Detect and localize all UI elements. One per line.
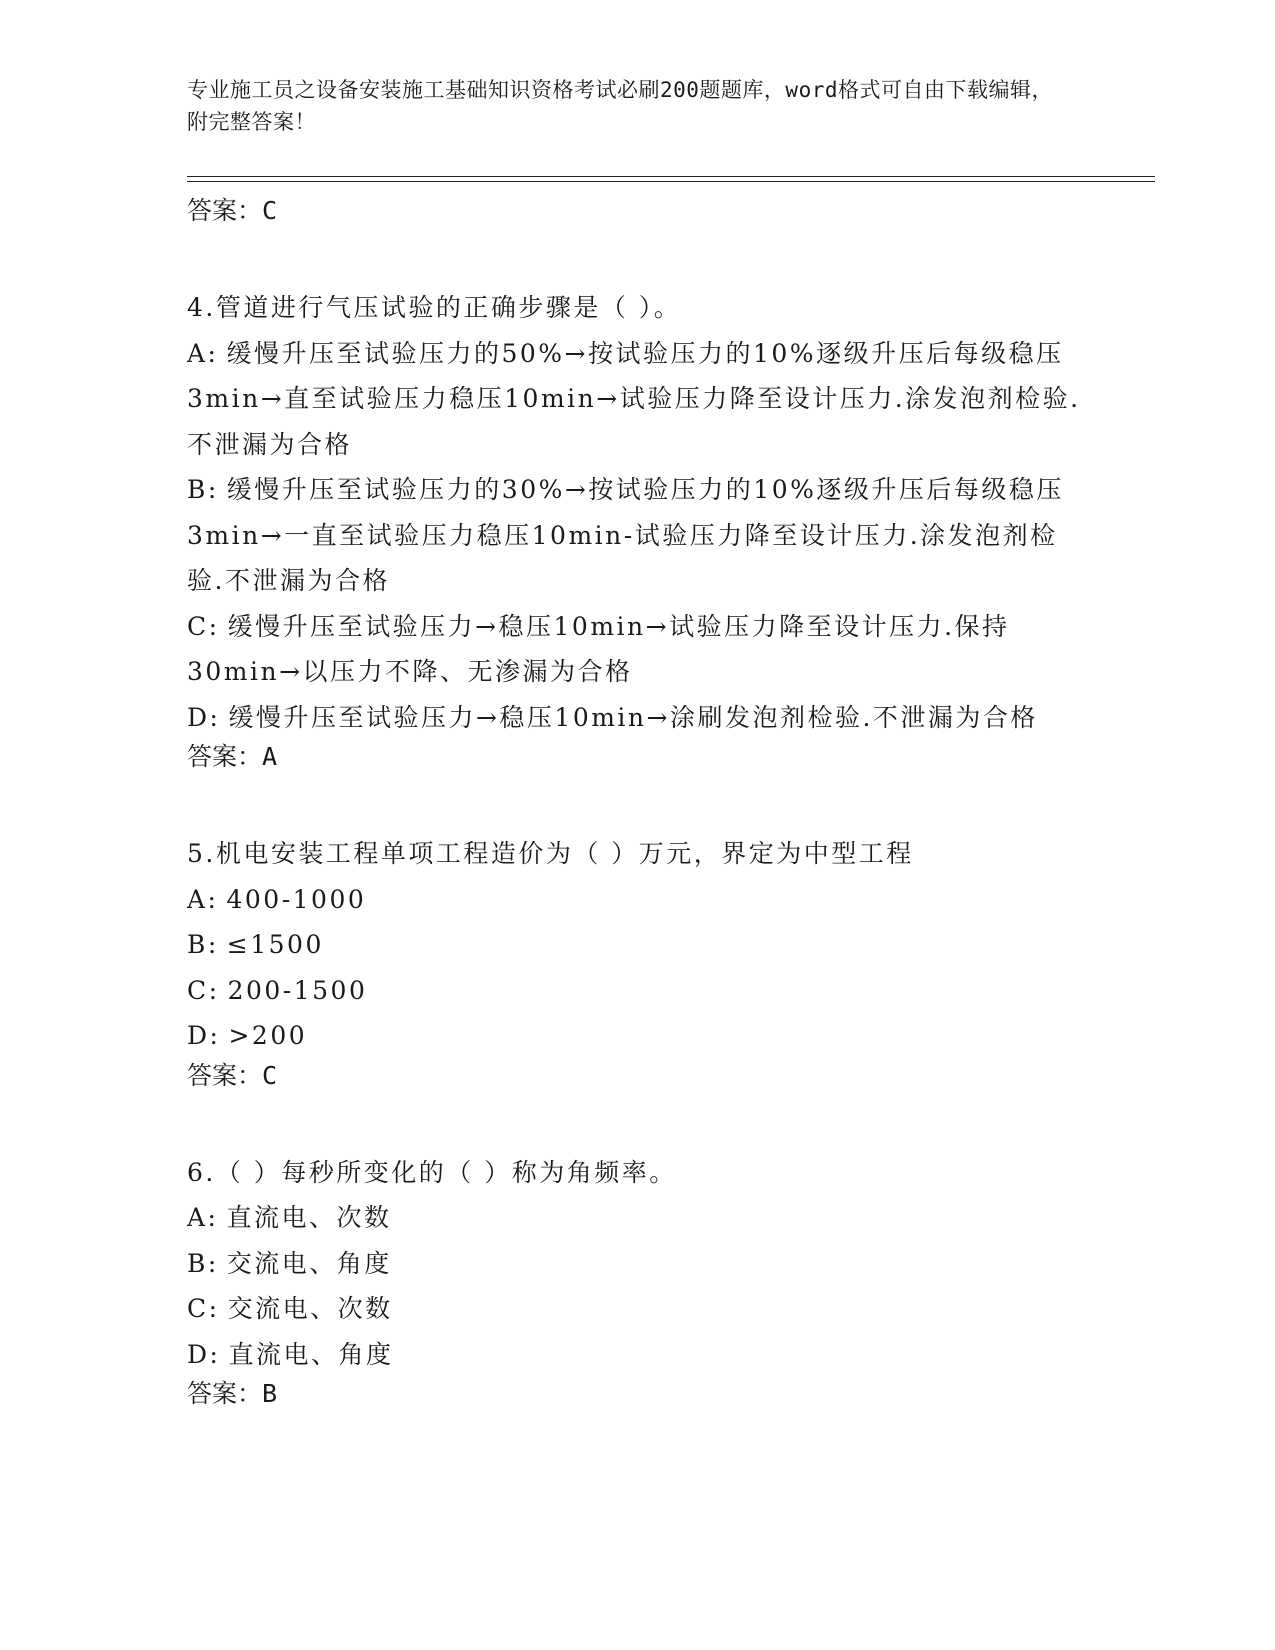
answer-6: 答案：B	[187, 1379, 278, 1408]
option-text: 直流电、次数	[226, 1203, 392, 1232]
spacer	[187, 774, 1087, 831]
question-6-option-c	[187, 1286, 1087, 1332]
question-5-option-c	[187, 968, 1087, 1014]
option-text: 200-1500	[227, 975, 368, 1005]
question-4-option-c	[187, 604, 1087, 695]
question-5-option-b	[187, 922, 1087, 968]
option-label: C:	[187, 611, 220, 641]
question-list	[187, 194, 1087, 1411]
option-text: 交流电、角度	[226, 1248, 392, 1278]
option-text: 400-1000	[226, 884, 367, 914]
question-5-stem: 5.机电安装工程单项工程造价为（ ）万元，界定为中型工程	[187, 839, 914, 868]
option-label: D:	[187, 1021, 221, 1050]
option-label: D:	[187, 702, 221, 732]
question-5-option-d	[187, 1013, 1087, 1059]
question-6	[187, 1150, 1087, 1412]
question-6-stem: 6.（ ）每秒所变化的（ ）称为角频率。	[187, 1157, 677, 1187]
option-text: >200	[228, 1021, 308, 1050]
option-label: C:	[187, 975, 220, 1005]
answer-5: 答案：C	[187, 1060, 278, 1090]
option-label: A:	[187, 338, 219, 368]
question-6-option-b	[187, 1241, 1087, 1287]
option-label: B:	[187, 1248, 219, 1278]
question-4-stem: 4.管道进行气压试验的正确步骤是（ ）。	[187, 293, 682, 322]
option-label: D:	[187, 1339, 221, 1369]
option-text: ≤1500	[226, 930, 324, 959]
option-label: C:	[187, 1294, 220, 1323]
option-text: 直流电、角度	[228, 1339, 394, 1369]
option-label: A:	[187, 1203, 219, 1232]
option-label: B:	[187, 475, 219, 504]
option-text: 交流电、次数	[227, 1294, 393, 1323]
spacer	[187, 228, 1087, 285]
option-label: B:	[187, 930, 219, 959]
option-label: A:	[187, 884, 219, 914]
spacer	[187, 1093, 1087, 1150]
question-6-option-a	[187, 1195, 1087, 1241]
answer-3: 答案：C	[187, 196, 278, 225]
question-5	[187, 831, 1087, 1093]
question-4-option-a	[187, 331, 1087, 468]
header-rule-top	[187, 176, 1155, 177]
question-4-option-d	[187, 695, 1087, 741]
option-text: 缓慢升压至试验压力→稳压10min→试验压力降至设计压力.保持30min→以压力不降、无渗漏为合格	[187, 611, 1010, 686]
question-4-option-b	[187, 467, 1087, 604]
option-text: 缓慢升压至试验压力的50%→按试验压力的10%逐级升压后每级稳压3min→直至试验压力稳压10min→试验压力降至设计压力.涂发泡剂检验.不泄漏为合格	[187, 338, 1081, 459]
option-text: 缓慢升压至试验压力→稳压10min→涂刷发泡剂检验.不泄漏为合格	[228, 702, 1038, 732]
question-5-option-a	[187, 877, 1087, 923]
question-6-option-d	[187, 1332, 1087, 1378]
header-text: 专业施工员之设备安装施工基础知识资格考试必刷200题题库，word格式可自由下载编辑，附完整答案！	[187, 78, 1053, 134]
option-text: 缓慢升压至试验压力的30%→按试验压力的10%逐级升压后每级稳压3min→一直至试验压力稳压10min-试验压力降至设计压力.涂发泡剂检验.不泄漏为合格	[187, 475, 1064, 595]
header-rule-bottom	[187, 181, 1155, 182]
answer-4: 答案：A	[187, 742, 278, 771]
question-4	[187, 285, 1087, 774]
